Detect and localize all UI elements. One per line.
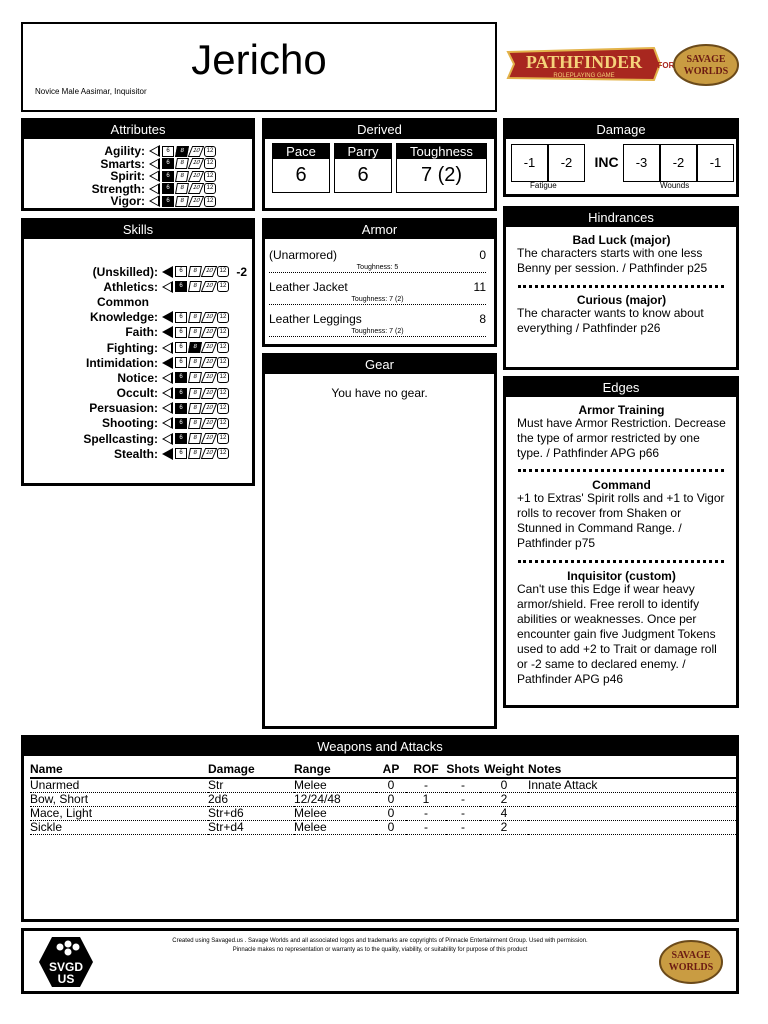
edge-text: Can't use this Edge if wear heavy armor/shield. Free reroll to identify abilities or weaknesses. Once per encounter gain five Judgment Tokens used to add +2 to Trait or damage roll or -2 same to declared enemy. / Pathfinder APG p46	[517, 582, 717, 686]
table-cell: Unarmed	[30, 778, 208, 793]
skill-label: Stealth:	[113, 446, 158, 461]
toughness-value: 7 (2)	[420, 164, 463, 186]
toughness-cell	[396, 143, 487, 193]
hindrances-title: Hindrances	[506, 209, 736, 227]
skill-dice	[162, 448, 229, 460]
table-cell: 1	[406, 793, 446, 807]
d4-die-icon	[149, 170, 160, 182]
d8-die-icon: 8	[188, 403, 202, 414]
skills-title: Skills	[24, 221, 252, 239]
skill-dice	[162, 281, 229, 293]
d6-die-icon: 6	[175, 266, 187, 277]
d4-die-icon	[162, 417, 173, 429]
d4-die-icon	[149, 158, 160, 170]
edge-item	[517, 569, 726, 687]
table-row	[30, 778, 736, 793]
sw-logo-text-1: SAVAGE	[671, 950, 711, 961]
d8-die-icon: 8	[175, 171, 189, 182]
table-cell: Melee	[294, 821, 376, 835]
skill-dice	[162, 433, 229, 445]
edge-text: +1 to Extras' Spirit rolls and +1 to Vigor rolls to recover from Shaken or Stunned in Command Range. / Pathfinder p75	[517, 491, 725, 550]
weapons-title: Weapons and Attacks	[24, 738, 736, 756]
table-cell: 0	[376, 807, 406, 821]
d6-die-icon: 6	[175, 418, 187, 429]
d4-die-icon	[162, 281, 173, 293]
attribute-row	[24, 195, 216, 208]
derived-title: Derived	[265, 121, 494, 139]
d8-die-icon: 8	[188, 342, 202, 353]
logo-worlds-text: WORLDS	[683, 66, 729, 77]
attribute-label: Vigor:	[110, 194, 145, 209]
d6-die-icon: 6	[175, 342, 187, 353]
attribute-label: Spirit:	[110, 169, 145, 184]
table-cell: Str+d4	[208, 821, 294, 835]
armor-title: Armor	[265, 221, 494, 239]
skill-row	[24, 355, 229, 370]
d4-die-icon	[162, 433, 173, 445]
d6-die-icon: 6	[162, 158, 174, 169]
d4-die-icon	[162, 402, 173, 414]
table-cell: Sickle	[30, 821, 208, 835]
character-header	[21, 22, 497, 112]
gear-title: Gear	[265, 356, 494, 374]
skill-label: Persuasion:	[89, 401, 158, 416]
logo-main-text: PATHFINDER	[525, 52, 643, 72]
table-row	[30, 793, 736, 807]
skill-label: Intimidation:	[86, 355, 158, 370]
table-cell: Innate Attack	[528, 778, 736, 793]
attribute-row	[24, 145, 216, 158]
wound-box-3[interactable]: -1	[697, 144, 734, 182]
armor-value: 0	[479, 248, 486, 262]
column-header: ROF	[406, 762, 446, 778]
armor-toughness: Toughness: 7 (2)	[269, 296, 486, 305]
fatigue-box-1[interactable]: -1	[511, 144, 548, 182]
d10-die-icon: 10	[201, 372, 217, 383]
table-cell: -	[406, 821, 446, 835]
d12-die-icon: 12	[217, 357, 229, 368]
skill-row	[24, 279, 229, 294]
d6-die-icon: 6	[175, 327, 187, 338]
skill-dice	[162, 417, 229, 429]
skill-label: Notice:	[117, 370, 158, 385]
hindrance-name: Bad Luck (major)	[572, 233, 671, 247]
damage-title: Damage	[506, 121, 736, 139]
d8-die-icon: 8	[188, 327, 202, 338]
skill-label: Faith:	[125, 325, 158, 340]
savage-worlds-logo	[658, 938, 724, 986]
table-row	[30, 821, 736, 835]
d12-die-icon: 12	[217, 342, 229, 353]
divider	[518, 560, 724, 563]
skill-row	[24, 294, 229, 309]
armor-name: (Unarmored)	[269, 248, 338, 262]
copyright-line-2: Pinnacle makes no representation or warranty as to the quality, viability, or suitability for purpose of this product	[232, 947, 528, 953]
skill-dice	[162, 402, 229, 414]
edge-item	[517, 478, 726, 551]
d10-die-icon: 10	[201, 388, 217, 399]
table-cell: 0	[480, 778, 528, 793]
table-cell: Str+d6	[208, 807, 294, 821]
d4-die-icon	[162, 326, 173, 338]
d6-die-icon: 6	[175, 357, 187, 368]
attribute-row	[24, 183, 216, 196]
hindrance-item	[517, 293, 726, 336]
d12-die-icon: 12	[217, 312, 229, 323]
armor-item	[269, 312, 486, 335]
armor-item	[269, 280, 486, 303]
d10-die-icon: 10	[201, 433, 217, 444]
column-header: Notes	[528, 762, 736, 778]
skill-row	[24, 370, 229, 385]
fatigue-box-2[interactable]: -2	[548, 144, 585, 182]
table-cell: 12/24/48	[294, 793, 376, 807]
table-cell: 4	[480, 807, 528, 821]
skill-dice	[162, 311, 229, 323]
table-cell: -	[446, 793, 480, 807]
d12-die-icon: 12	[204, 196, 216, 207]
d10-die-icon: 10	[201, 357, 217, 368]
table-cell: -	[446, 807, 480, 821]
skill-label: Common	[97, 294, 149, 309]
d4-die-icon	[162, 372, 173, 384]
armor-value: 8	[479, 312, 486, 326]
table-cell: Bow, Short	[30, 793, 208, 807]
skill-row	[24, 264, 247, 279]
attribute-dice	[149, 195, 216, 207]
d10-die-icon: 10	[188, 183, 204, 194]
d4-die-icon	[162, 311, 173, 323]
divider	[518, 285, 724, 288]
edges-title: Edges	[506, 379, 736, 397]
skill-label: Occult:	[116, 386, 158, 401]
skill-row	[24, 416, 229, 431]
d8-die-icon: 8	[188, 357, 202, 368]
svgd-us-badge[interactable]	[38, 936, 94, 988]
d4-die-icon	[162, 342, 173, 354]
d6-die-icon: 6	[162, 183, 174, 194]
d8-die-icon: 8	[188, 418, 202, 429]
d12-die-icon: 12	[217, 388, 229, 399]
skill-dice	[162, 266, 229, 278]
d12-die-icon: 12	[204, 171, 216, 182]
pace-cell	[272, 143, 330, 193]
hindrances-panel	[503, 206, 739, 370]
parry-label: Parry	[335, 144, 391, 159]
d10-die-icon: 10	[201, 448, 217, 459]
skill-label: Shooting:	[102, 416, 158, 431]
pace-value: 6	[295, 164, 307, 186]
gear-panel	[262, 353, 497, 729]
table-cell	[528, 807, 736, 821]
column-header: AP	[376, 762, 406, 778]
d6-die-icon: 6	[175, 281, 187, 292]
incapacitated-label[interactable]: INC	[594, 154, 619, 170]
d8-die-icon: 8	[175, 158, 189, 169]
d12-die-icon: 12	[217, 448, 229, 459]
d10-die-icon: 10	[201, 281, 217, 292]
hindrance-text: The characters starts with one less Benny per session. / Pathfinder p25	[517, 246, 708, 275]
d8-die-icon: 8	[188, 312, 202, 323]
d8-die-icon: 8	[188, 433, 202, 444]
skill-row	[24, 386, 229, 401]
table-cell: 2	[480, 821, 528, 835]
d8-die-icon: 8	[188, 448, 202, 459]
skill-dice	[162, 372, 229, 384]
pathfinder-savage-worlds-logo	[504, 42, 740, 88]
attribute-label: Agility:	[104, 144, 145, 159]
table-cell: Melee	[294, 778, 376, 793]
d6-die-icon: 6	[175, 433, 187, 444]
table-cell	[528, 793, 736, 807]
wound-box-1[interactable]: -3	[623, 144, 660, 182]
logo-sub-text: ROLEPLAYING GAME	[553, 73, 615, 79]
d4-die-icon	[162, 448, 173, 460]
d10-die-icon: 10	[188, 171, 204, 182]
d10-die-icon: 10	[188, 146, 204, 157]
d12-die-icon: 12	[217, 327, 229, 338]
skill-label: Athletics:	[103, 279, 158, 294]
d8-die-icon: 8	[188, 388, 202, 399]
character-name: Jericho	[191, 36, 327, 83]
attribute-row	[24, 158, 216, 171]
skill-label: Spellcasting:	[83, 431, 158, 446]
d10-die-icon: 10	[201, 312, 217, 323]
d12-die-icon: 12	[217, 403, 229, 414]
table-row	[30, 807, 736, 821]
attribute-dice	[149, 145, 216, 157]
table-cell: -	[406, 807, 446, 821]
d10-die-icon: 10	[201, 418, 217, 429]
d8-die-icon: 8	[175, 146, 189, 157]
skill-dice	[162, 342, 229, 354]
table-cell: 0	[376, 821, 406, 835]
d4-die-icon	[162, 387, 173, 399]
copyright-line-1: Created using Savaged.us . Savage Worlds and all associated logos and trademarks are copyrights of Pinnacle Entertainment Group. Used with permission.	[172, 938, 588, 944]
parry-value: 6	[357, 164, 369, 186]
armor-toughness: Toughness: 5	[269, 264, 486, 273]
skill-label: Knowledge:	[90, 310, 158, 325]
attribute-dice	[149, 170, 216, 182]
logo-savage-text: SAVAGE	[686, 54, 726, 65]
d4-die-icon	[149, 183, 160, 195]
attributes-title: Attributes	[24, 121, 252, 139]
column-header: Range	[294, 762, 376, 778]
d10-die-icon: 10	[201, 266, 217, 277]
d6-die-icon: 6	[162, 196, 174, 207]
gear-empty-text: You have no gear.	[331, 386, 428, 400]
skill-dice	[162, 387, 229, 399]
d10-die-icon: 10	[188, 158, 204, 169]
d8-die-icon: 8	[188, 266, 202, 277]
fatigue-label: Fatigue	[530, 181, 557, 190]
d12-die-icon: 12	[204, 146, 216, 157]
edge-name: Command	[592, 478, 651, 492]
skill-label: Fighting:	[106, 340, 158, 355]
parry-cell	[334, 143, 392, 193]
skill-row	[24, 325, 229, 340]
d4-die-icon	[162, 266, 173, 278]
table-cell: 2d6	[208, 793, 294, 807]
character-subtitle: Novice Male Aasimar, Inquisitor	[35, 87, 147, 96]
footer-panel	[21, 928, 739, 994]
d4-die-icon	[149, 145, 160, 157]
d6-die-icon: 6	[175, 388, 187, 399]
table-cell: 0	[376, 778, 406, 793]
skill-row	[24, 310, 229, 325]
unskilled-modifier: -2	[236, 264, 247, 279]
armor-panel	[262, 218, 497, 347]
table-cell: -	[446, 821, 480, 835]
hindrance-name: Curious (major)	[576, 293, 667, 307]
d10-die-icon: 10	[188, 196, 204, 207]
logo-for-text: FOR	[657, 61, 675, 70]
d12-die-icon: 12	[204, 183, 216, 194]
sw-logo-text-2: WORLDS	[668, 962, 714, 973]
hindrance-text: The character wants to know about everything / Pathfinder p26	[517, 306, 704, 335]
skill-label: (Unskilled):	[92, 264, 158, 279]
table-cell: Melee	[294, 807, 376, 821]
toughness-label: Toughness	[397, 144, 486, 159]
column-header: Shots	[446, 762, 480, 776]
edges-panel	[503, 376, 739, 708]
attribute-dice	[149, 183, 216, 195]
skill-row	[24, 446, 229, 461]
damage-panel	[503, 118, 739, 197]
table-cell: 0	[376, 793, 406, 807]
divider	[518, 469, 724, 472]
d8-die-icon: 8	[188, 372, 202, 383]
table-cell: Str	[208, 778, 294, 793]
armor-name: Leather Leggings	[269, 312, 362, 326]
derived-panel	[262, 118, 497, 211]
column-header: Name	[30, 762, 208, 778]
armor-toughness: Toughness: 7 (2)	[269, 328, 486, 337]
column-header: Damage	[208, 762, 294, 778]
d12-die-icon: 12	[217, 372, 229, 383]
attributes-panel	[21, 118, 255, 211]
wounds-label: Wounds	[660, 181, 690, 190]
d12-die-icon: 12	[204, 158, 216, 169]
attribute-dice	[149, 158, 216, 170]
column-header: Weight	[480, 762, 528, 778]
table-cell: Mace, Light	[30, 807, 208, 821]
armor-value: 11	[473, 280, 486, 294]
d10-die-icon: 10	[201, 342, 217, 353]
weapons-panel	[21, 735, 739, 922]
d12-die-icon: 12	[217, 418, 229, 429]
weapons-table	[30, 762, 736, 835]
edge-text: Must have Armor Restriction. Decrease the type of armor restricted by one type. / Pathfinder APG p66	[517, 416, 726, 460]
armor-item	[269, 248, 486, 271]
skill-row	[24, 401, 229, 416]
d12-die-icon: 12	[217, 281, 229, 292]
pace-label: Pace	[273, 144, 329, 159]
edge-name: Armor Training	[578, 403, 665, 417]
table-cell: -	[406, 778, 446, 793]
hindrance-item	[517, 233, 726, 276]
skill-row	[24, 340, 229, 355]
attribute-label: Smarts:	[100, 156, 145, 171]
edge-item	[517, 403, 726, 461]
badge-top-text: SVGD	[48, 960, 84, 974]
wound-box-2[interactable]: -2	[660, 144, 697, 182]
skill-dice	[162, 357, 229, 369]
armor-name: Leather Jacket	[269, 280, 348, 294]
d6-die-icon: 6	[175, 448, 187, 459]
skill-dice	[162, 326, 229, 338]
d6-die-icon: 6	[175, 372, 187, 383]
table-cell: -	[446, 778, 480, 793]
d4-die-icon	[149, 195, 160, 207]
skills-panel	[21, 218, 255, 486]
d6-die-icon: 6	[162, 146, 174, 157]
attribute-row	[24, 170, 216, 183]
d4-die-icon	[162, 357, 173, 369]
d8-die-icon: 8	[175, 196, 189, 207]
d6-die-icon: 6	[175, 312, 187, 323]
d8-die-icon: 8	[175, 183, 189, 194]
d10-die-icon: 10	[201, 327, 217, 338]
d8-die-icon: 8	[188, 281, 202, 292]
skill-row	[24, 431, 229, 446]
attribute-label: Strength:	[91, 181, 145, 196]
badge-bottom-text: US	[57, 972, 75, 986]
d10-die-icon: 10	[201, 403, 217, 414]
d12-die-icon: 12	[217, 266, 229, 277]
table-cell	[528, 821, 736, 835]
d12-die-icon: 12	[217, 433, 229, 444]
edge-name: Inquisitor (custom)	[567, 569, 676, 583]
d6-die-icon: 6	[162, 171, 174, 182]
d6-die-icon: 6	[175, 403, 187, 414]
table-cell: 2	[480, 793, 528, 807]
